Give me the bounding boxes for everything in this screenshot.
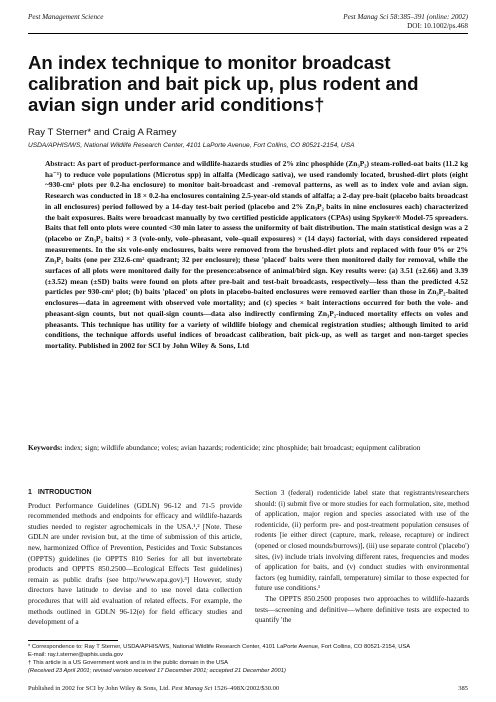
intro-paragraph-1: Product Performance Guidelines (GDLN) 96-12 and 71-5 provide recommended methods and endpoints for efficacy and wildlife-hazards studies needed to register agrochemicals in the USA.¹,² [Note. These GDLN are under revision but, at the time of submission of this article, new, harmonized Office of Prevention, Pesticides and Toxic Substances (OPPTS) guidelines (ie OPPTS 810 Series for all but invertebrate products and OPPTS 850.2500—Ecological Effects Test guidelines) remain as public drafts (see http://www.epa.gov).³] However, study directors have latitude to devise and to use novel data collection procedures that will aid evaluation of related effects. For example, the methods outlined in GDLN 96-12(e) for field efficacy studies and development of a xyxy=(28,500,242,627)
publisher-line: Published in 2002 for SCI by John Wiley & Sons, Ltd. xyxy=(28,685,170,692)
keywords-text: index; sign; wildlife abundance; voles; avian hazards; rodenticide; zinc phosphide; bait broadcast; equipment calibration xyxy=(64,443,421,452)
left-column xyxy=(28,488,242,628)
section-title: INTRODUCTION xyxy=(37,489,92,496)
intro-paragraph-3: The OPPTS 850.2500 proposes two approaches to wildlife-hazards tests—screening and definitive—where definitive tests are expected to quantify 'the xyxy=(255,593,469,625)
keywords xyxy=(28,443,468,454)
header-rule xyxy=(28,33,468,34)
intro-paragraph-2: Section 3 (federal) rodenticide label state that registrants/researchers should: (i) submit five or more studies for each formulation, site, method of application, major region and species associated with use of the rodenticide, (ii) perform pre- and post-treatment population censuses of rodents [ie either direct (capture, mark, release, recapture) or indirect (opened or closed mounds/burrows)], (iii) use separate control ('placebo') sites, (iv) include trials involving different rates, frequencies and modes of application for baits, and (v) conduct studies with environmental factors (eg humidity, rainfall, temperature) similar to those expected for future use conditions.¹ xyxy=(255,488,469,593)
section-number: 1 xyxy=(28,489,32,496)
page-number: 385 xyxy=(458,685,468,692)
issn: 1526–498X/2002/$30.00 xyxy=(213,685,280,692)
author-list: Ray T Sterner* and Craig A Ramey xyxy=(28,127,177,138)
footer-journal: Pest Manag Sci xyxy=(171,685,213,692)
affiliation: USDA/APHIS/WS, National Wildlife Research Center, 4101 LaPorte Avenue, Fort Collins, CO 80521-2154, USA xyxy=(28,142,355,149)
right-column xyxy=(255,488,469,626)
citation-line: Pest Manag Sci 58:385–391 (online: 2002) xyxy=(343,13,468,21)
citation-header xyxy=(343,13,468,31)
abstract-label: Abstract: xyxy=(45,159,76,168)
footnote-rule xyxy=(28,640,118,641)
keywords-label: Keywords: xyxy=(28,443,63,452)
journal-name-header: Pest Management Science xyxy=(28,13,104,21)
government-work-note: † This article is a US Government work and is in the public domain in the USA xyxy=(28,660,228,666)
section-heading xyxy=(28,488,242,499)
correspondence-note: * Correspondence to: Ray T Sterner, USDA/APHIS/WS, National Wildlife Research Center, 4101 LaPorte Avenue, Fort Collins, CO 80521-2154, USA xyxy=(28,644,411,650)
article-title: An index technique to monitor broadcast calibration and bait pick up, plus rodent and avian sign under arid conditions† xyxy=(28,52,419,115)
doi-line: DOI: 10.1002/ps.468 xyxy=(407,22,468,30)
abstract-text: As part of product-performance and wildlife-hazards studies of 2% zinc phosphide (Zn₃P₂) steam-rolled-oat baits (11.2 kg ha⁻¹) to reduce vole populations (Microtus spp) in alfalfa (Medicago sativa), we used randomly located, brushed-dirt plots (eight ~930-cm² plots per 0.2-ha enclosure) to monitor bait-broadcast and -removal patterns, as well as to index vole and avian sign. Research was conducted in 18 × 0.2-ha enclosures containing 2.5-year-old stands of alfalfa; a 2-day pre-bait (placebo baits broadcast in all enclosures) period followed by a 14-day test-bait period (placebo and 2% Zn₃P₂ baits in nine enclosures each) characterized the bait exposures. Baits were broadcast manually by two certified pesticide applicators (CPAs) using Spyker® Model-75 spreaders. Baits that fell onto plots were counted <30 min later to assess the uniformity of bait distribution. The main statistical design was a 2 (placebo or Zn₃P₂ baits) × 3 (vole-only, vole–pheasant, vole–quail exposures) × (14 days) factorial, with days considered repeated measurements. In the six vole-only enclosures, baits were removed from the brushed-dirt plots and replaced with four 0% or 2% Zn₃P₂ baits (one per 232.6-cm² quadrant; 32 per enclosure); these 'placed' baits were then monitored daily for removal, while the surfaces of all plots were monitored daily for the presence:absence of animal/bird sign. Key results were: (a) 3.51 (±2.66) and 3.39 (±3.52) mean (±SD) baits were found on plots after pre-bait and test-bait broadcasts, respectively—less than the predicted 4.52 particles per 930-cm² plot; (b) baits 'placed' on plots in placebo-baited enclosures were removed earlier than those in Zn₃P₂-baited enclosures—data in agreement with observed vole mortality; and (c) species × bait interactions occurred for both the vole- and pheasant-sign counts, but not quail-sign counts—data also indirectly confirming Zn₃P₂-induced mortality effects on voles and pheasants. This technique has utility for a variety of wildlife biology and chemical registration studies; although limited to arid conditions, the technique affords useful indices of broadcast calibration, bait pick-up, as well as target and non-target species mortality. Published in 2002 for SCI by John Wiley & Sons, Ltd xyxy=(45,159,468,350)
received-dates: (Received 23 April 2001; revised version received 17 December 2001; accepted 21 December 2001) xyxy=(28,668,286,674)
abstract xyxy=(45,159,468,352)
email-note: E-mail: ray.t.sterner@aphis.usda.gov xyxy=(28,652,124,658)
page-footer xyxy=(28,685,468,692)
footnotes xyxy=(28,643,468,675)
